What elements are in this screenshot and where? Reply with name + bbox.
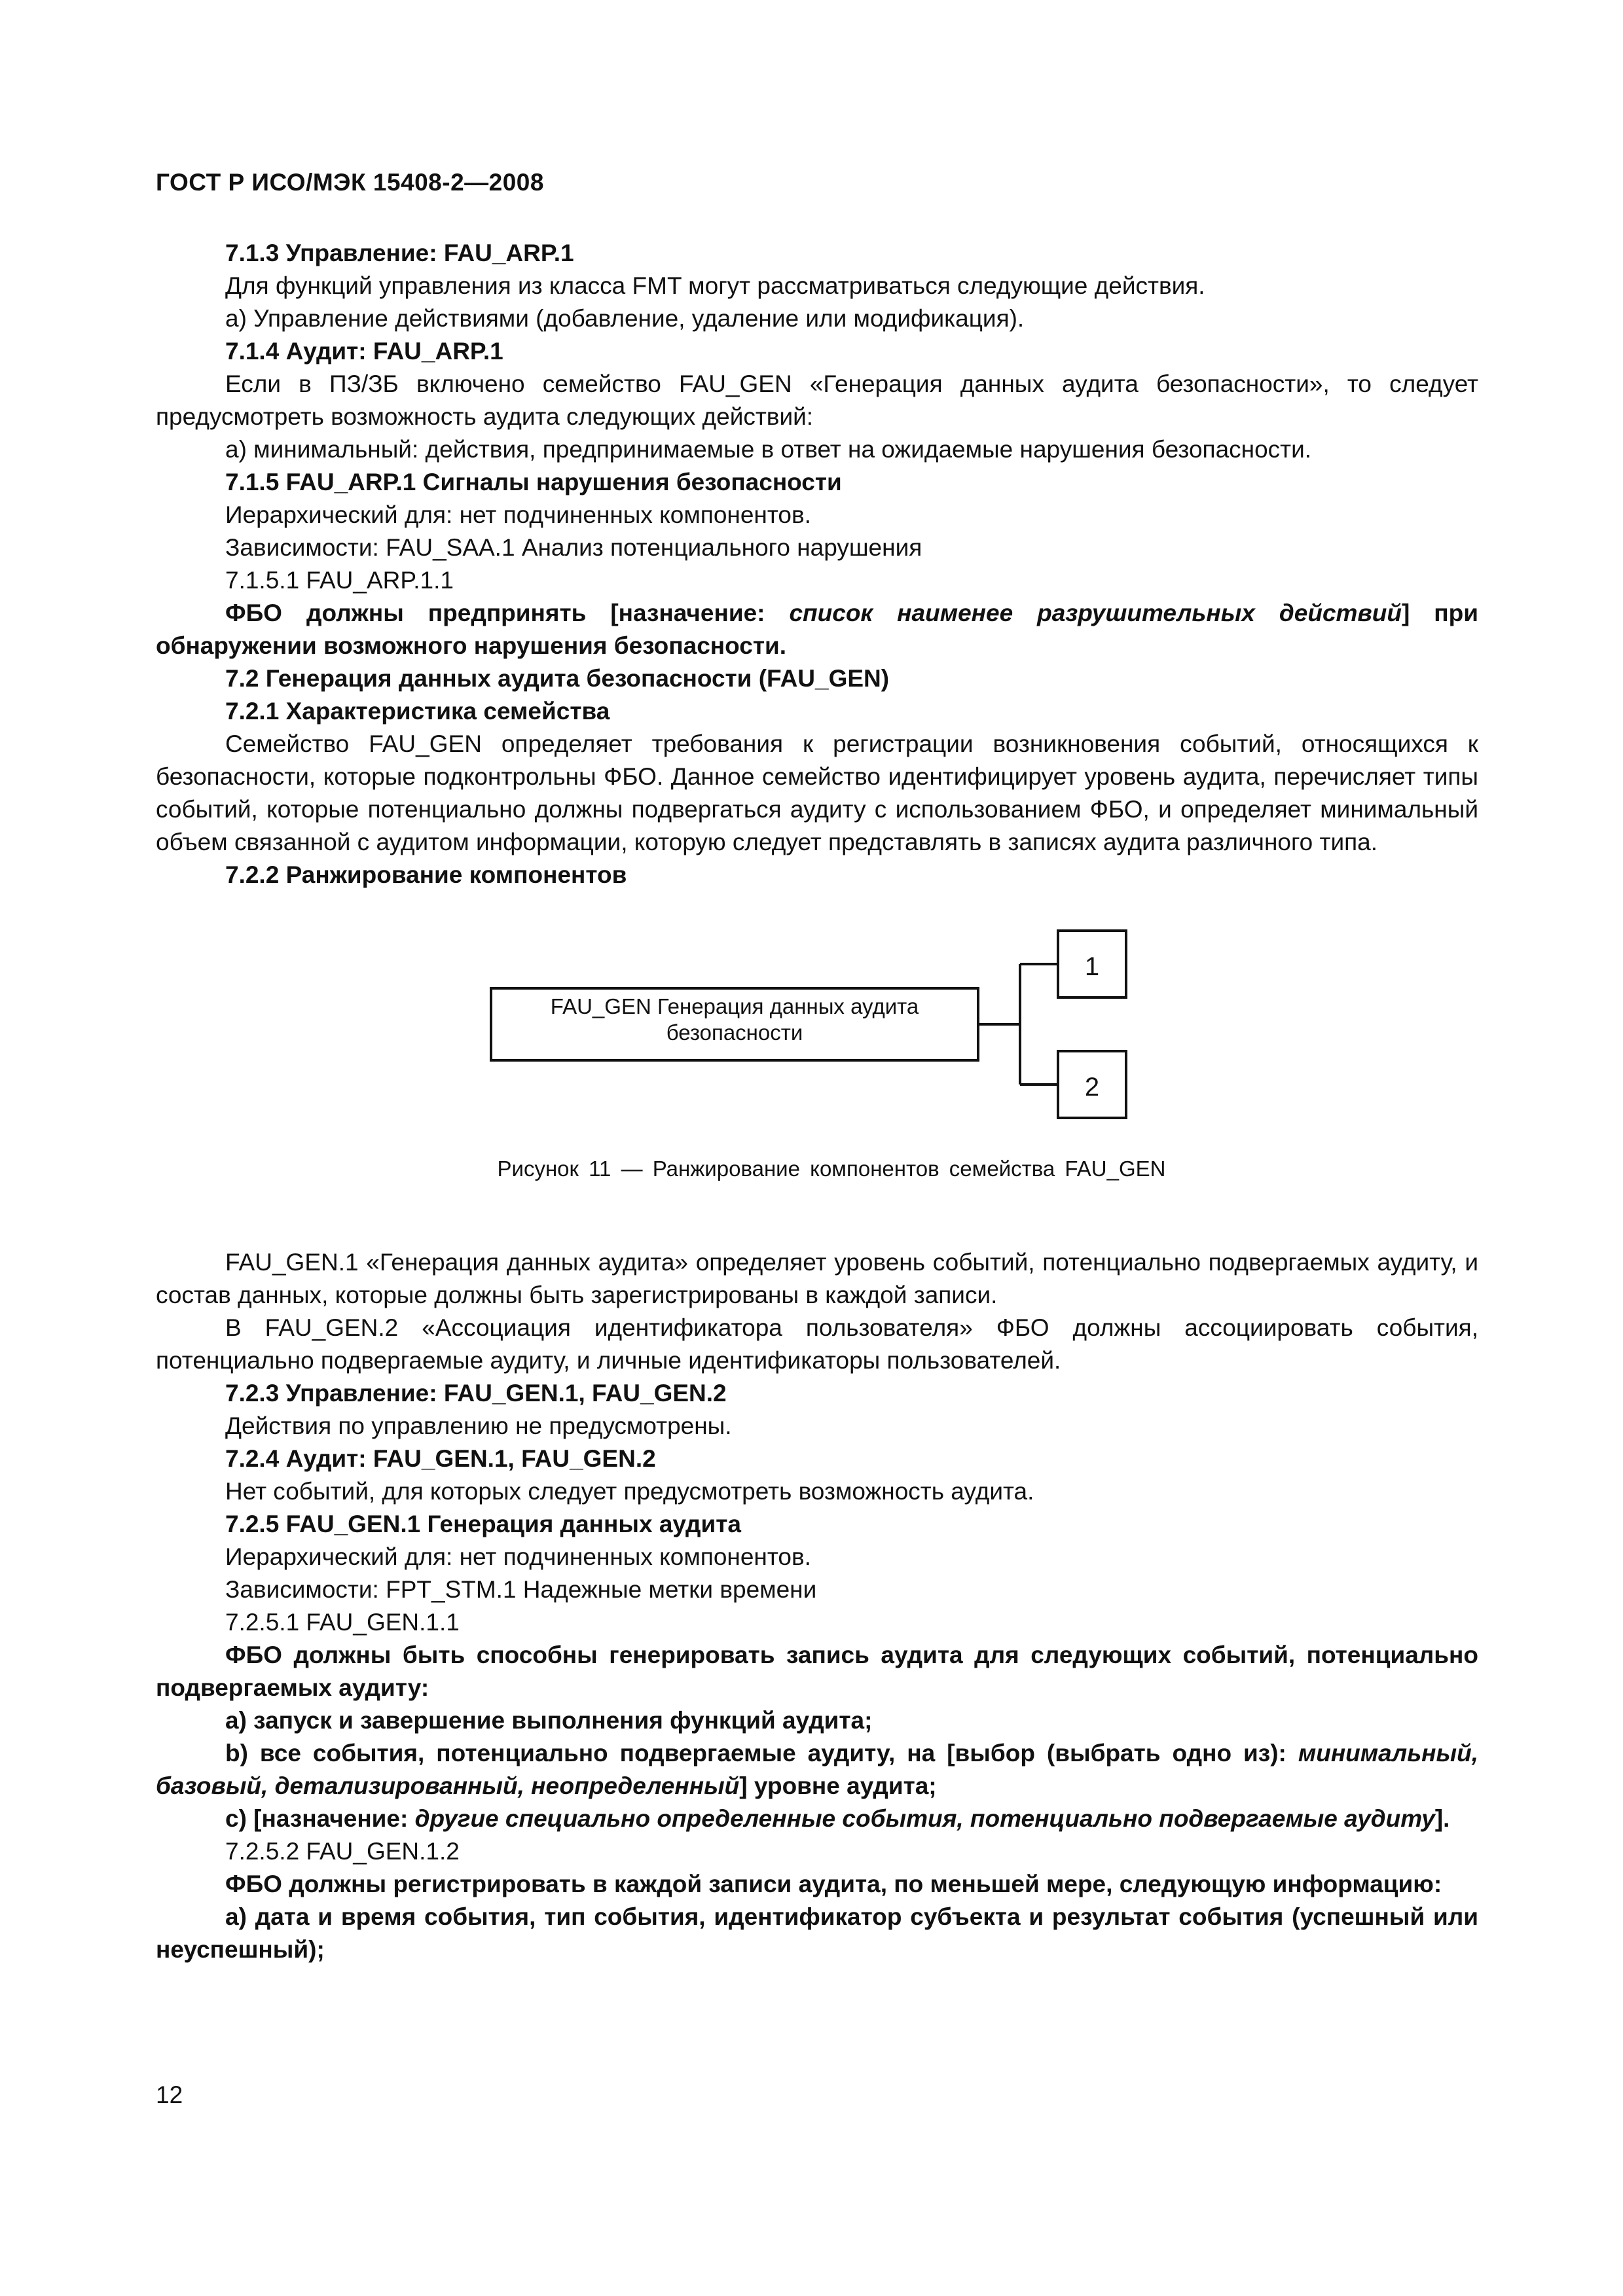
element-id: 7.2.5.1 FAU_GEN.1.1 xyxy=(225,1609,460,1636)
requirement-text: ФБО должны регистрировать в каждой записи аудита, по меньшей мере, следующую информацию: xyxy=(225,1871,1442,1897)
section-heading: 7.1.5 FAU_ARP.1 Сигналы нарушения безопасности xyxy=(225,469,842,495)
paragraph: Для функций управления из класса FMT могут рассматриваться следующие действия. xyxy=(225,272,1205,299)
requirement-part: ] уровне аудита; xyxy=(739,1772,937,1799)
element-id: 7.1.5.1 FAU_ARP.1.1 xyxy=(225,567,454,594)
section-heading: 7.2.1 Характеристика семейства xyxy=(225,698,610,725)
section-heading: 7.2.3 Управление: FAU_GEN.1, FAU_GEN.2 xyxy=(225,1380,727,1407)
paragraph: Семейство FAU_GEN определяет требования к регистрации возникновения событий, относящихся к безопасности, которые подконтрольны ФБО. Данное семейство идентифицирует уровень аудита, перечисляет типы событий, которые потенциально должны подвергаться аудиту с использованием ФБО, и определяет минимальный объем связанной с аудитом информации, которую следует представлять в записях аудита различного типа. xyxy=(156,730,1478,855)
list-item xyxy=(156,1737,1478,1803)
element-id: 7.2.5.2 FAU_GEN.1.2 xyxy=(225,1838,460,1865)
requirement-part: ]. xyxy=(1434,1805,1450,1832)
assignment-text: список наименее разрушительных действий xyxy=(789,600,1402,626)
page-number: 12 xyxy=(156,2081,183,2108)
document-body xyxy=(156,237,1478,1966)
paragraph: Нет событий, для которых следует предусмотреть возможность аудита. xyxy=(225,1478,1034,1505)
paragraph: Зависимости: FAU_SAA.1 Анализ потенциального нарушения xyxy=(225,534,922,561)
section-heading: 7.1.3 Управление: FAU_ARP.1 xyxy=(225,240,574,266)
paragraph: а) Управление действиями (добавление, удаление или модификация). xyxy=(225,305,1025,332)
figure-caption: Рисунок 11 — Ранжирование компонентов семейства FAU_GEN xyxy=(497,1157,1166,1181)
section-heading: 7.1.4 Аудит: FAU_ARP.1 xyxy=(225,338,503,365)
section-heading: 7.2.5 FAU_GEN.1 Генерация данных аудита xyxy=(225,1511,741,1537)
paragraph: Иерархический для: нет подчиненных компонентов. xyxy=(225,1543,811,1570)
paragraph: Зависимости: FPT_STM.1 Надежные метки времени xyxy=(225,1576,817,1603)
paragraph: Действия по управлению не предусмотрены. xyxy=(225,1412,732,1439)
text-after-figure xyxy=(156,1246,1478,1966)
selection-text: минимальный, базовый, детализированный, неопределенный xyxy=(156,1740,1478,1799)
list-item: а) дата и время события, тип события, идентификатор субъекта и результат события (успешный или неуспешный); xyxy=(156,1903,1478,1963)
family-box-label: FAU_GEN Генерация данных аудита безопасности xyxy=(550,994,919,1045)
paragraph: FAU_GEN.1 «Генерация данных аудита» определяет уровень событий, потенциально подвергаемых аудиту, и состав данных, которые должны быть зарегистрированы в каждой записи. xyxy=(156,1249,1478,1308)
paragraph: Если в ПЗ/ЗБ включено семейство FAU_GEN «Генерация данных аудита безопасности», то следует предусмотреть возможность аудита следующих действий: xyxy=(156,370,1478,430)
section-heading: 7.2.2 Ранжирование компонентов xyxy=(225,861,627,888)
paragraph: Иерархический для: нет подчиненных компонентов. xyxy=(225,501,811,528)
list-item: а) запуск и завершение выполнения функций аудита; xyxy=(225,1707,873,1734)
section-heading: 7.2.4 Аудит: FAU_GEN.1, FAU_GEN.2 xyxy=(225,1445,656,1472)
requirement-part: ФБО должны предпринять [назначение: xyxy=(225,600,790,626)
requirement-part: с) [назначение: xyxy=(225,1805,415,1832)
section-heading: 7.2 Генерация данных аудита безопасности (FAU_GEN) xyxy=(225,665,890,692)
component-leveling-diagram xyxy=(156,925,1478,1128)
document-header: ГОСТ Р ИСО/МЭК 15408-2—2008 xyxy=(156,169,544,196)
requirement-part: ] при обнаружении возможного нарушения безопасности. xyxy=(156,600,1478,659)
component-number-2: 2 xyxy=(1084,1073,1100,1102)
list-item xyxy=(156,1803,1478,1835)
component-number-1: 1 xyxy=(1084,952,1100,981)
assignment-text: другие специально определенные события, потенциально подвергаемые аудиту xyxy=(414,1805,1435,1832)
requirement-text xyxy=(156,597,1478,662)
requirement-text: ФБО должны быть способны генерировать запись аудита для следующих событий, потенциально подвергаемых аудиту: xyxy=(156,1641,1478,1701)
paragraph: В FAU_GEN.2 «Ассоциация идентификатора пользователя» ФБО должны ассоциировать события, потенциально подвергаемые аудиту, и личные идентификаторы пользователей. xyxy=(156,1314,1478,1374)
requirement-part: b) все события, потенциально подвергаемые аудиту, на [выбор (выбрать одно из): xyxy=(225,1740,1298,1767)
paragraph: а) минимальный: действия, предпринимаемые в ответ на ожидаемые нарушения безопасности. xyxy=(225,436,1312,463)
